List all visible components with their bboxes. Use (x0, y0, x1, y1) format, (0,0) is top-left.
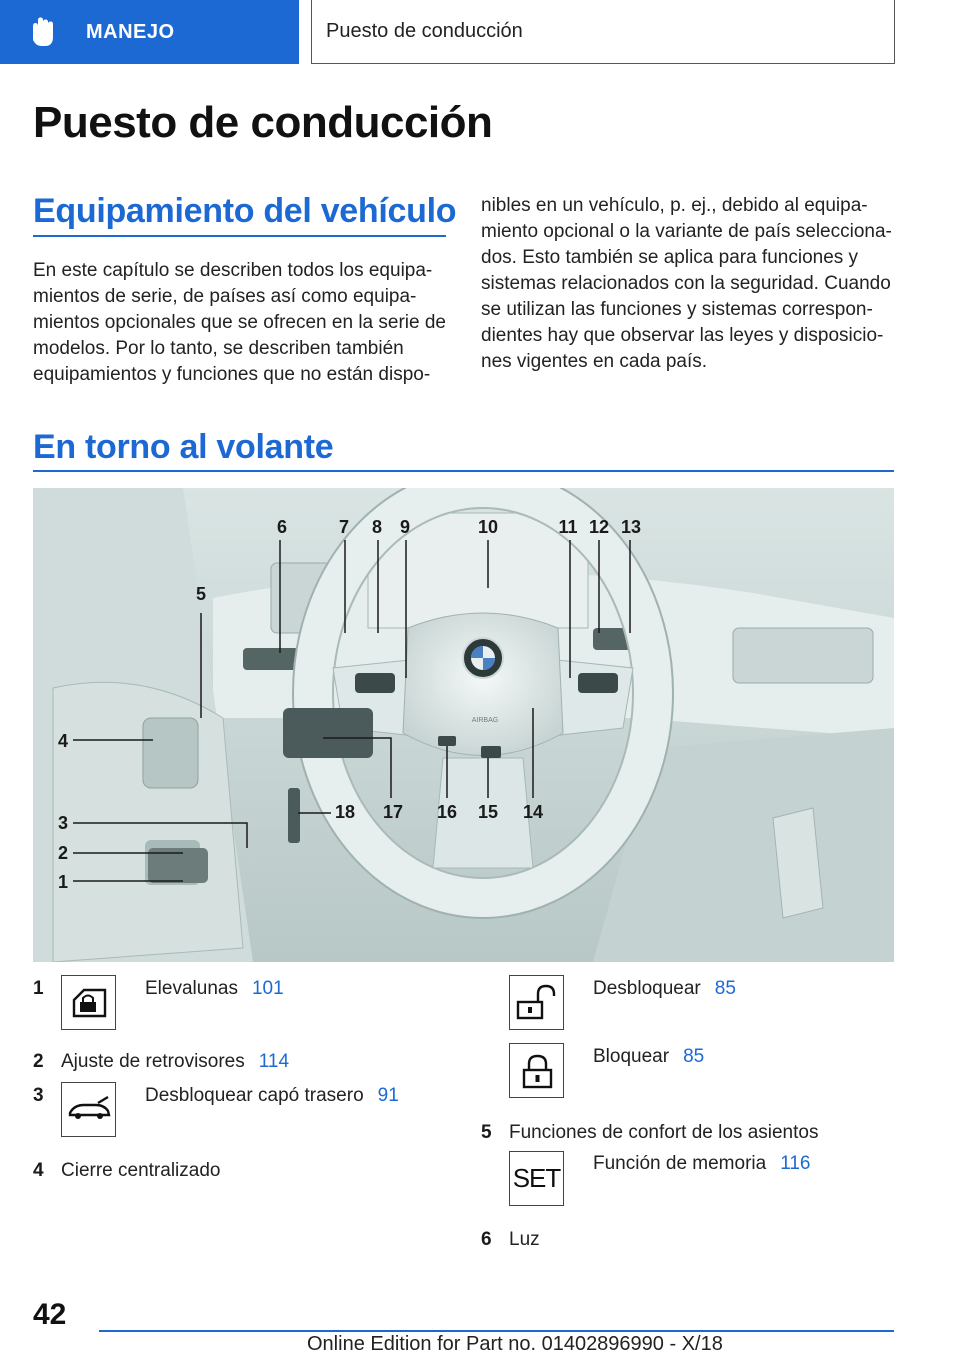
legend-item-6: Luz (509, 1229, 540, 1250)
legend-number: 1 (33, 978, 44, 999)
callout-17: 17 (382, 802, 404, 822)
callout-5: 5 (195, 584, 207, 604)
legend-item-1 (145, 978, 284, 1000)
text-line: nes vigentes en cada país. (481, 351, 708, 372)
legend-text: Bloquear (593, 1046, 670, 1067)
legend-text: Desbloquear capó trasero (145, 1085, 364, 1106)
text-line: equipamientos y funciones que no están dispo- (33, 364, 431, 385)
callout-3: 3 (57, 813, 69, 833)
page-link[interactable]: 85 (683, 1046, 705, 1067)
callout-6: 6 (276, 517, 288, 537)
page-link[interactable]: 91 (377, 1085, 399, 1106)
header-page-title-box (311, 0, 895, 64)
set-icon-text: SET (512, 1163, 561, 1193)
callout-10: 10 (477, 517, 499, 537)
callout-4: 4 (57, 731, 69, 751)
text-line: modelos. Por lo tanto, se describen también (33, 338, 404, 359)
text-line: se utilizan las funciones y sistemas correspon- (481, 299, 873, 320)
legend-number: 4 (33, 1160, 44, 1181)
callout-18: 18 (334, 802, 356, 822)
legend-item-memory (593, 1153, 811, 1175)
window-lock-icon (61, 975, 116, 1030)
text-line: mientos opcionales que se ofrecen en la serie de (33, 312, 446, 333)
text-line: sistemas relacionados con la seguridad. Cuando (481, 273, 891, 294)
legend-item-3 (145, 1085, 399, 1107)
text-line: dos. Esto también se aplica para funciones y (481, 247, 859, 268)
callout-15: 15 (477, 802, 499, 822)
section-heading-equipment: Equipamiento del vehículo (33, 192, 457, 230)
callout-13: 13 (620, 517, 642, 537)
callout-16: 16 (436, 802, 458, 822)
unlock-icon (509, 975, 564, 1030)
callout-11: 11 (558, 517, 578, 537)
hand-steering-icon (24, 12, 64, 52)
text-line: mientos de serie, de países así como equipa- (33, 286, 417, 307)
footer-edition: Online Edition for Part no. 01402896990 - X/18 (307, 1333, 723, 1355)
callout-14: 14 (522, 802, 544, 822)
legend-item-2 (61, 1051, 289, 1073)
car-trunk-icon (61, 1082, 116, 1137)
footer-rule (99, 1330, 894, 1332)
section-heading-steering: En torno al volante (33, 428, 334, 466)
section-label: MANEJO (86, 20, 175, 43)
callout-2: 2 (57, 843, 69, 863)
legend-number: 3 (33, 1085, 44, 1106)
callout-9: 9 (399, 517, 411, 537)
cockpit-illustration (33, 488, 894, 962)
text-line: miento opcional o la variante de país selecciona- (481, 221, 892, 242)
intro-column-2 (481, 193, 892, 375)
text-line: dientes hay que observar las leyes y disposicio- (481, 325, 884, 346)
legend-item-lock (593, 1046, 704, 1068)
callout-8: 8 (371, 517, 383, 537)
legend-number: 6 (481, 1229, 492, 1250)
legend-number: 5 (481, 1122, 492, 1143)
page-number: 42 (33, 1298, 67, 1331)
intro-column-1 (33, 258, 446, 388)
callout-1: 1 (57, 872, 69, 892)
section-tab[interactable] (0, 0, 299, 64)
header-page-title: Puesto de conducción (326, 20, 523, 42)
callout-12: 12 (588, 517, 610, 537)
airbag-label: AIRBAG (471, 717, 499, 724)
section-rule (33, 235, 446, 237)
legend-text: Elevalunas (145, 978, 238, 999)
page-link[interactable]: 114 (258, 1051, 290, 1072)
legend-number: 2 (33, 1051, 44, 1072)
legend-item-4: Cierre centralizado (61, 1160, 221, 1181)
text-line: En este capítulo se describen todos los equipa- (33, 260, 433, 281)
page-link[interactable]: 101 (251, 978, 284, 999)
legend-text: Desbloquear (593, 978, 701, 999)
lock-icon (509, 1043, 564, 1098)
section-rule (33, 470, 894, 472)
text-line: nibles en un vehículo, p. ej., debido al equipa- (481, 195, 868, 216)
legend-text: Ajuste de retrovisores (61, 1051, 245, 1072)
legend-text: Función de memoria (593, 1153, 767, 1174)
page-link[interactable]: 85 (714, 978, 736, 999)
page-link[interactable]: 116 (780, 1153, 811, 1174)
legend-item-5: Funciones de confort de los asientos (509, 1122, 819, 1143)
set-button-icon (509, 1151, 564, 1206)
legend-item-unlock (593, 978, 736, 1000)
callout-7: 7 (338, 517, 350, 537)
page-title: Puesto de conducción (33, 98, 493, 147)
